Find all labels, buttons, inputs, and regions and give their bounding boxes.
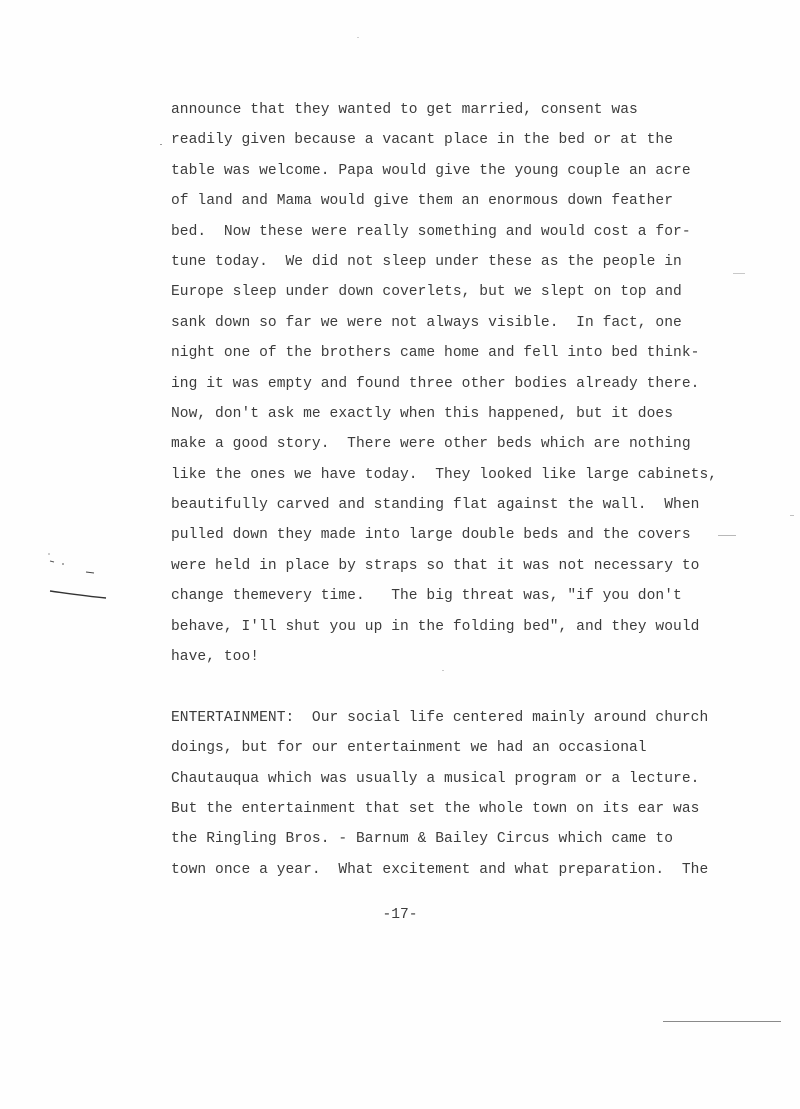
scan-speck [733,273,745,274]
scan-speck [790,515,794,516]
text-line: tune today. We did not sleep under these as the people in [171,253,682,270]
text-line: the Ringling Bros. - Barnum & Bailey Circus which came to [171,831,674,848]
text-line: Now, don't ask me exactly when this happened, but it does [171,405,674,422]
text-line: bed. Now these were really something and would cost a for- [171,223,691,240]
body-text [171,95,771,885]
text-line: town once a year. What excitement and what preparation. The [171,861,709,878]
text-line: But the entertainment that set the whole town on its ear was [171,800,700,817]
bottom-rule [663,1021,781,1022]
text-line: were held in place by straps so that it was not necessary to [171,557,700,574]
scan-speck [357,37,359,38]
text-line: table was welcome. Papa would give the young couple an acre [171,162,691,179]
text-line: have, too! [171,649,260,666]
paragraph-spacer [171,672,771,702]
text-line: Chautauqua which was usually a musical program or a lecture. [171,770,700,787]
text-line: pulled down they made into large double beds and the covers [171,527,691,544]
text-line: readily given because a vacant place in the bed or at the [171,132,674,149]
scan-speck [160,144,162,145]
text-line: of land and Mama would give them an enormous down feather [171,193,674,210]
scan-speck [442,670,444,671]
text-line: behave, I'll shut you up in the folding bed", and they would [171,618,700,635]
text-line: ing it was empty and found three other bodies already there. [171,375,700,392]
text-line: beautifully carved and standing flat against the wall. When [171,497,700,514]
scan-speck [718,535,736,536]
text-line: night one of the brothers came home and fell into bed think- [171,345,700,362]
margin-pen-marks [40,550,120,610]
text-line: like the ones we have today. They looked like large cabinets, [171,466,718,483]
text-line: make a good story. There were other beds which are nothing [171,436,691,453]
text-line: ENTERTAINMENT: Our social life centered mainly around church [171,709,709,726]
text-line: sank down so far we were not always visible. In fact, one [171,314,682,331]
text-line: doings, but for our entertainment we had an occasional [171,740,647,757]
page-number: -17- [382,907,418,923]
paragraph-beds [171,95,771,672]
text-line: Europe sleep under down coverlets, but we slept on top and [171,284,682,301]
paragraph-entertainment [171,703,771,885]
text-line: announce that they wanted to get married, consent was [171,102,638,118]
text-line: change themevery time. The big threat was, "if you don't [171,588,682,605]
